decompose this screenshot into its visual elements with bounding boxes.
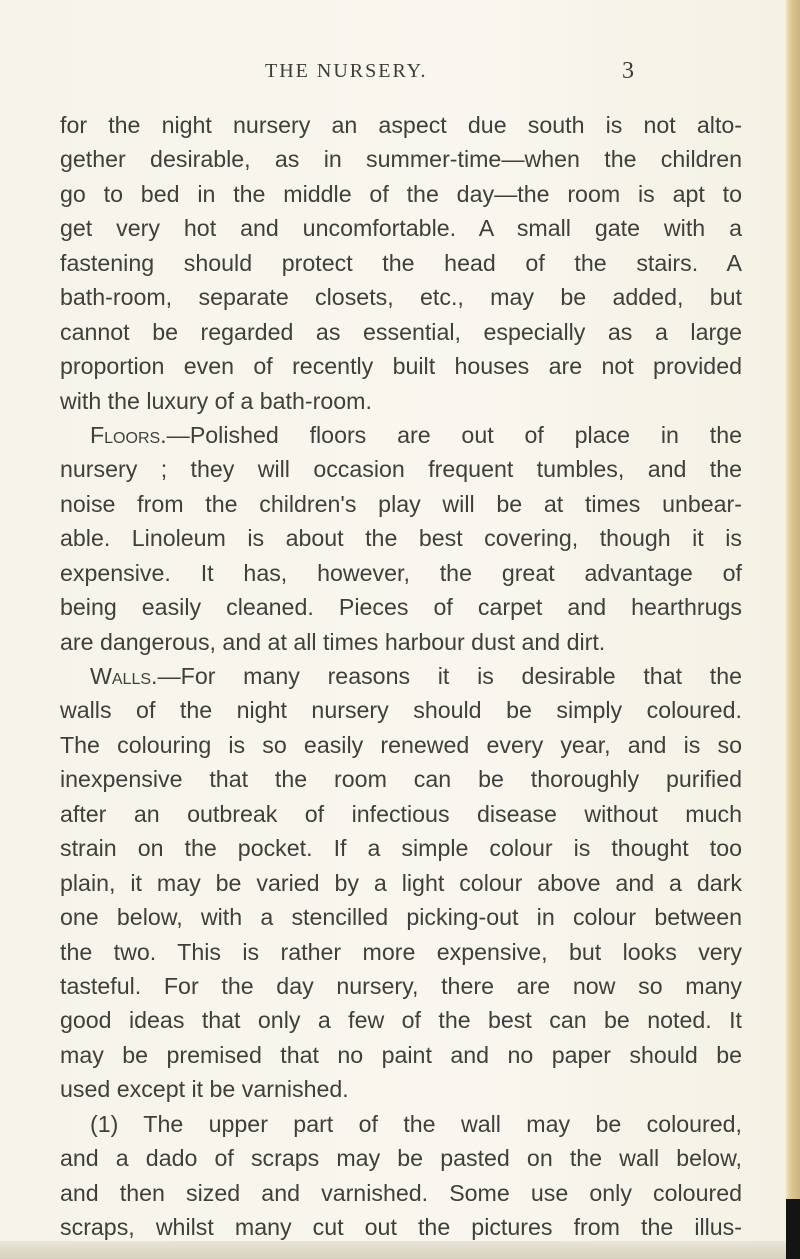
text-line: expensive. It has, however, the great advantage of bbox=[60, 559, 742, 586]
running-head bbox=[0, 60, 800, 100]
text-line: gether desirable, as in summer-time—when the children bbox=[60, 146, 742, 173]
text-line: noise from the children's play will be at times unbear- bbox=[60, 490, 742, 517]
section-heading-floors: Floors. bbox=[90, 421, 167, 448]
text-line: strain on the pocket. If a simple colour is thought too bbox=[60, 835, 742, 862]
text-line: —For many reasons it is desirable that the bbox=[157, 663, 742, 689]
text-line: tasteful. For the day nursery, there are now so many bbox=[60, 972, 742, 999]
text-line: scraps, whilst many cut out the pictures from the illus- bbox=[60, 1214, 742, 1240]
text-line: get very hot and uncomfortable. A small gate with a bbox=[60, 215, 742, 242]
page-number: 3 bbox=[622, 58, 634, 84]
text-line: cannot be regarded as essential, especially as a large bbox=[60, 318, 742, 345]
text-line: (1) The upper part of the wall may be coloured, bbox=[90, 1110, 742, 1137]
text-line: used except it be varnished. bbox=[60, 1076, 349, 1103]
text-line: one below, with a stencilled picking-out in colour between bbox=[60, 904, 742, 931]
page-corner-shadow bbox=[786, 1199, 800, 1259]
text-line: inexpensive that the room can be thoroughly purified bbox=[60, 766, 742, 793]
text-line: bath-room, separate closets, etc., may be added, but bbox=[60, 284, 742, 311]
paragraph-first-line bbox=[60, 659, 742, 693]
running-title: THE NURSERY. bbox=[265, 60, 428, 82]
text-line: The colouring is so easily renewed every year, and is so bbox=[60, 731, 742, 758]
text-line: good ideas that only a few of the best can be noted. It bbox=[60, 1007, 742, 1034]
text-line: and a dado of scraps may be pasted on the wall below, bbox=[60, 1145, 742, 1172]
text-line: after an outbreak of infectious disease without much bbox=[60, 800, 742, 827]
text-line: plain, it may be varied by a light colour above and a dark bbox=[60, 869, 742, 896]
text-line: and then sized and varnished. Some use only coloured bbox=[60, 1179, 742, 1206]
text-line: able. Linoleum is about the best covering, though it is bbox=[60, 525, 742, 552]
text-line: nursery ; they will occasion frequent tumbles, and the bbox=[60, 456, 742, 483]
paragraph-first-line bbox=[60, 418, 742, 452]
page-edge-right bbox=[786, 0, 800, 1259]
text-line: fastening should protect the head of the stairs. A bbox=[60, 249, 742, 276]
text-line: are dangerous, and at all times harbour dust and dirt. bbox=[60, 628, 606, 655]
text-line: walls of the night nursery should be simply coloured. bbox=[60, 697, 742, 724]
body-text bbox=[60, 108, 742, 1244]
text-line: go to bed in the middle of the day—the room is apt to bbox=[60, 180, 742, 207]
text-line: the two. This is rather more expensive, but looks very bbox=[60, 938, 742, 965]
text-line: may be premised that no paint and no paper should be bbox=[60, 1041, 742, 1068]
text-line: for the night nursery an aspect due south is not alto- bbox=[60, 112, 742, 138]
text-line: being easily cleaned. Pieces of carpet and hearthrugs bbox=[60, 594, 742, 621]
section-heading-walls: Walls. bbox=[90, 663, 158, 689]
text-line: —Polished floors are out of place in the bbox=[166, 421, 742, 448]
text-line: proportion even of recently built houses are not provided bbox=[60, 353, 742, 380]
text-line: with the luxury of a bath-room. bbox=[60, 387, 372, 414]
